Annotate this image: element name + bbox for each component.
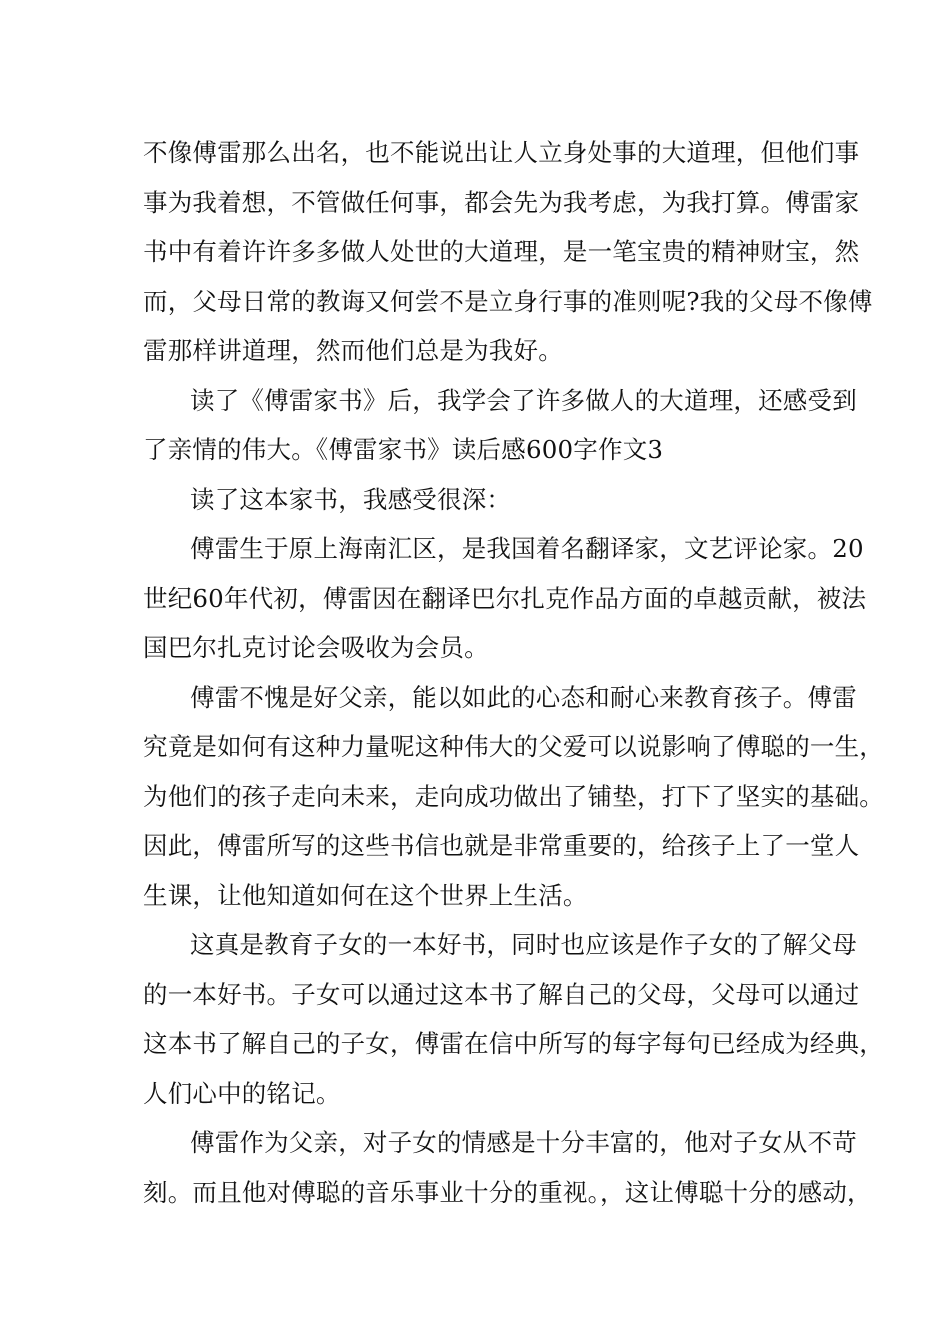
text-line: 究竟是如何有这种力量呢这种伟大的父爱可以说影响了傅聪的一生，	[143, 732, 884, 761]
text-line: 的一本好书。子女可以通过这本书了解自己的父母，父母可以通过	[143, 979, 860, 1009]
text-line: 书中有着许许多多做人处世的大道理，是一笔宝贵的精神财宝，然	[143, 237, 860, 266]
paragraph-start-line: 傅雷作为父亲，对子女的情感是十分丰富的，他对子女从不苛	[190, 1128, 857, 1157]
paragraph-start-line: 读了这本家书，我感受很深：	[190, 484, 512, 514]
text-line: 因此，傅雷所写的这些书信也就是非常重要的，给孩子上了一堂人	[143, 831, 860, 860]
text-line: 而，父母日常的教诲又何尝不是立身行事的准则呢?我的父母不像傅	[143, 286, 873, 316]
text-line: 事为我着想，不管做任何事，都会先为我考虑，为我打算。傅雷家	[143, 187, 860, 217]
paragraph-start-line: 这真是教育子女的一本好书，同时也应该是作子女的了解父母	[190, 930, 857, 959]
text-line: 世纪60年代初，傅雷因在翻译巴尔扎克作品方面的卓越贡献，被法	[143, 583, 867, 613]
paragraph-start-line: 读了《傅雷家书》后，我学会了许多做人的大道理，还感受到	[190, 385, 857, 415]
text-line: 国巴尔扎克讨论会吸收为会员。	[143, 633, 489, 662]
text-line: 为他们的孩子走向未来，走向成功做出了铺垫，打下了坚实的基础。	[143, 781, 884, 811]
text-line: 刻。而且他对傅聪的音乐事业十分的重视。，这让傅聪十分的感动，	[143, 1177, 872, 1207]
text-line: 不像傅雷那么出名，也不能说出让人立身处事的大道理，但他们事	[143, 138, 860, 167]
text-line: 生课，让他知道如何在这个世界上生活。	[143, 880, 588, 910]
text-line: 雷那样讲道理，然而他们总是为我好。	[143, 336, 563, 365]
paragraph-start-line: 傅雷生于原上海南汇区，是我国着名翻译家，文艺评论家。20	[190, 534, 864, 563]
text-line: 了亲情的伟大。《傅雷家书》读后感600字作文3	[143, 435, 664, 464]
body-text	[143, 128, 884, 1217]
text-line: 人们心中的铭记。	[143, 1078, 341, 1108]
paragraph-start-line: 傅雷不愧是好父亲，能以如此的心态和耐心来教育孩子。傅雷	[190, 682, 857, 712]
text-line: 这本书了解自己的子女，傅雷在信中所写的每字每句已经成为经典，	[143, 1029, 884, 1058]
